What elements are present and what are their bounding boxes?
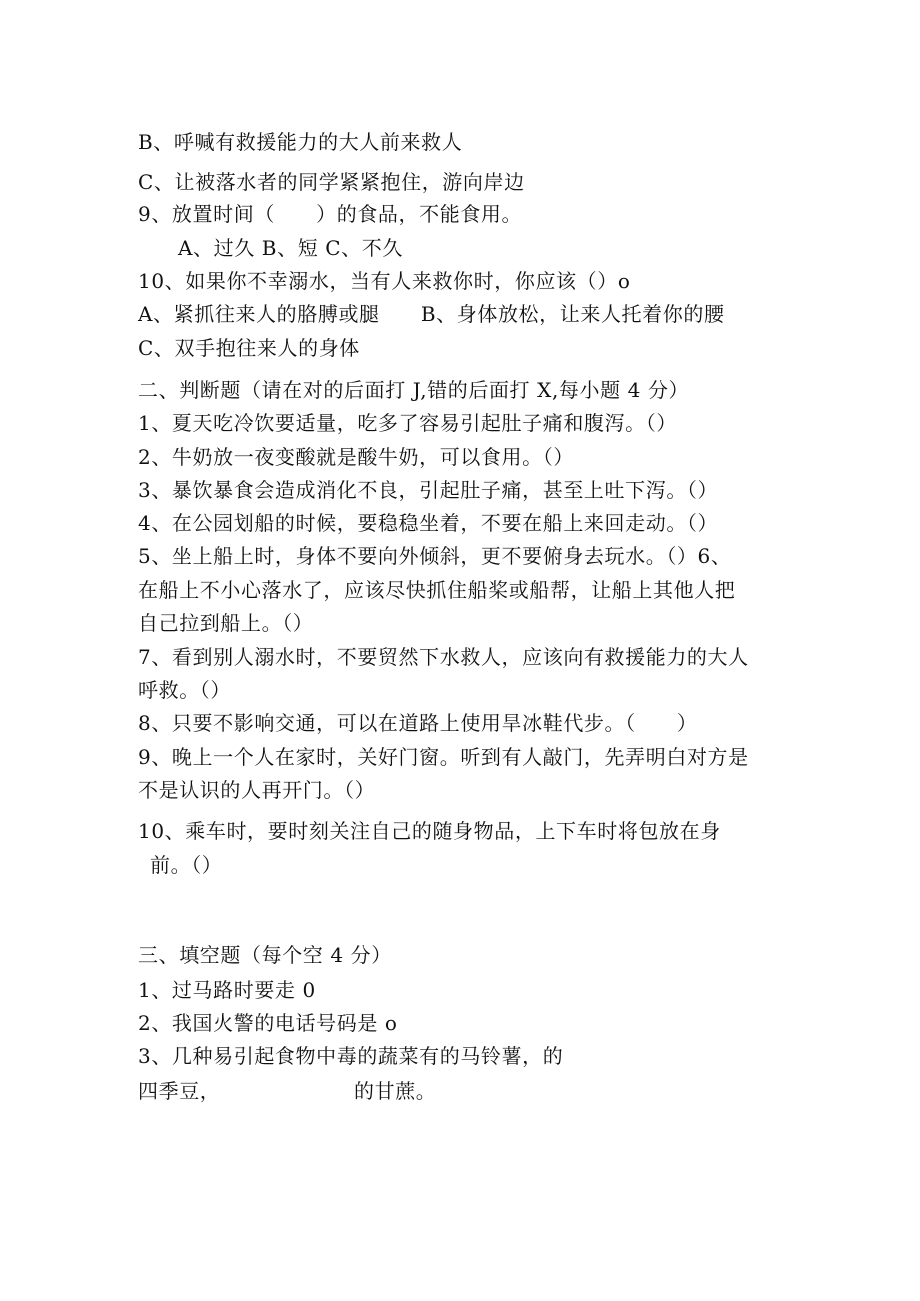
judge-line: 7、看到别人溺水时，不要贸然下水救人，应该向有救援能力的大人: [138, 645, 749, 669]
q10-stem: 10、如果你不幸溺水，当有人来救你时，你应该（）o: [138, 269, 631, 293]
judge-line: 5、坐上船上时，身体不要向外倾斜，更不要俯身去玩水。（）6、: [138, 544, 732, 568]
judge-line: 2、牛奶放一夜变酸就是酸牛奶，可以食用。（）: [138, 445, 574, 469]
judge-line: 3、暴饮暴食会造成消化不良，引起肚子痛，甚至上吐下泻。（）: [138, 478, 719, 502]
fill-q3-line2-a: 四季豆，: [138, 1079, 221, 1103]
fill-q3-line1: 3、几种易引起食物中毒的蔬菜有的马铃薯，的: [138, 1044, 564, 1068]
judge-line: 不是认识的人再开门。（）: [138, 778, 376, 802]
judge-line: 10、乘车时，要时刻关注自己的随身物品，上下车时将包放在身: [138, 819, 721, 843]
section-two-heading: 二、判断题（请在对的后面打 J,错的后面打 X,每小题 4 分）: [138, 378, 690, 402]
judge-line: 4、在公园划船的时候，要稳稳坐着，不要在船上来回走动。（）: [138, 511, 719, 535]
judge-line: 1、夏天吃冷饮要适量，吃多了容易引起肚子痛和腹泻。（）: [138, 411, 677, 435]
q9-options: A、过久 B、短 C、不久: [178, 236, 403, 260]
fill-q1: 1、过马路时要走 0: [138, 978, 316, 1002]
fill-q3-line2-b: 的甘蔗。: [354, 1079, 437, 1103]
q10-options-ab: A、紧抓往来人的胳膊或腿 B、身体放松，让来人托着你的腰: [138, 302, 725, 326]
q9-stem: 9、放置时间（ ）的食品，不能食用。: [138, 202, 523, 226]
judge-line: 呼救。（）: [138, 678, 231, 702]
q10-option-c: C、双手抱往来人的身体: [138, 336, 360, 360]
judge-line: 9、晚上一个人在家时，关好门窗。听到有人敲门，先弄明白对方是: [138, 745, 749, 769]
q8-option-b: B、呼喊有救援能力的大人前来救人: [138, 130, 463, 154]
judge-line: 8、只要不影响交通，可以在道路上使用旱冰鞋代步。（ ）: [138, 711, 698, 735]
judge-line: 自己拉到船上。（）: [138, 611, 314, 635]
section-three-heading: 三、填空题（每个空 4 分）: [138, 943, 392, 967]
judge-line: 前。（）: [150, 853, 223, 877]
fill-q2: 2、我国火警的电话号码是 o: [138, 1011, 398, 1035]
judge-line: 在船上不小心落水了，应该尽快抓住船桨或船帮，让船上其他人把: [138, 578, 736, 602]
q8-option-c: C、让被落水者的同学紧紧抱住，游向岸边: [138, 170, 525, 194]
